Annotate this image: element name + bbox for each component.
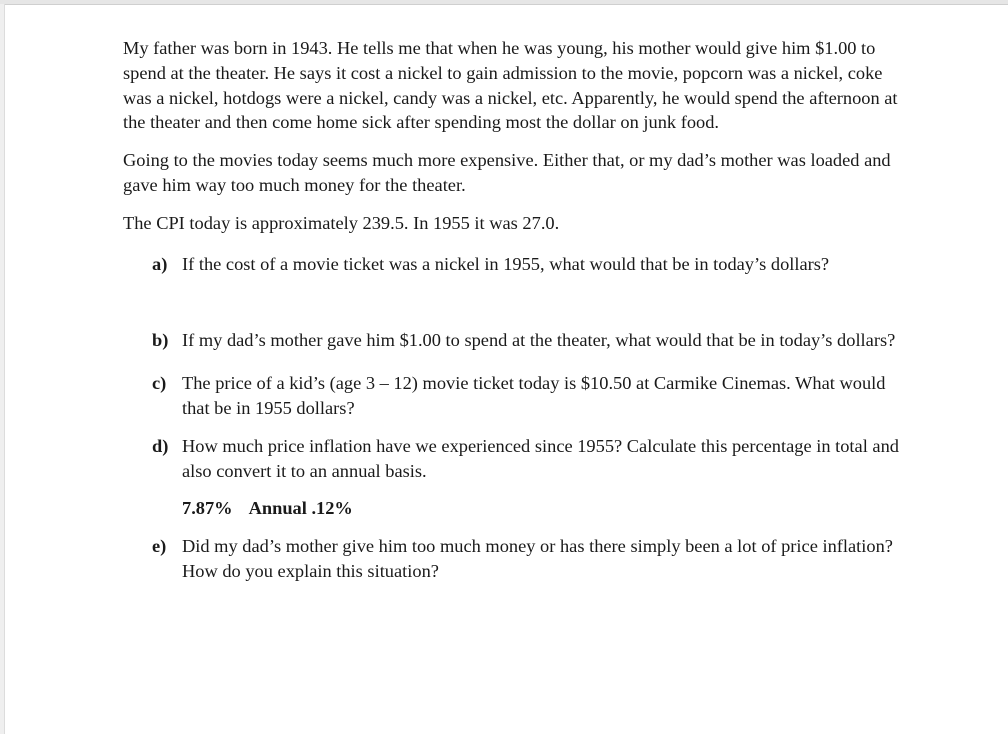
page-left-edge [0,4,5,734]
question-text: Did my dad’s mother give him too much money or has there simply been a lot of price inflation? How do you explain this situation? [182,536,893,581]
answer-d [182,496,903,521]
question-text: If my dad’s mother gave him $1.00 to spend at the theater, what would that be in today’s dollars? [182,330,896,351]
answer-total: 7.87% [182,498,233,519]
cpi-paragraph: The CPI today is approximately 239.5. In 1955 it was 27.0. [123,212,560,233]
question-e [152,534,903,584]
page-top-edge [0,0,1008,5]
document-page [123,36,903,584]
question-label: e) [152,536,167,557]
question-text: How much price inflation have we experienced since 1955? Calculate this percentage in total and also convert it to an annual basis. [182,435,899,481]
question-d [152,434,903,484]
intro-paragraph: My father was born in 1943. He tells me that when he was young, his mother would give him $1.00 to spend at the theater. He says it cost a nickel to gain admission to the movie, popcorn was a nickel, coke was a nickel, hotdogs were a nickel, candy was a nickel, etc. Apparently, he would spend the afternoon at the theater and then come home sick after spending most the dollar on junk food. [123,38,898,133]
question-label: b) [152,330,169,351]
question-label: c) [152,373,167,394]
question-c [152,371,903,421]
answer-annual: Annual .12% [248,498,353,519]
question-a [152,252,903,277]
question-label: d) [152,435,169,456]
movies-paragraph: Going to the movies today seems much more expensive. Either that, or my dad’s mother was loaded and gave him way too much money for the theater. [123,150,891,195]
question-text: If the cost of a movie ticket was a nickel in 1955, what would that be in today’s dollars? [182,253,830,274]
question-text: The price of a kid’s (age 3 – 12) movie ticket today is $10.50 at Carmike Cinemas. What would that be in 1955 dollars? [182,373,886,418]
question-label: a) [152,253,168,274]
question-b [152,328,903,353]
